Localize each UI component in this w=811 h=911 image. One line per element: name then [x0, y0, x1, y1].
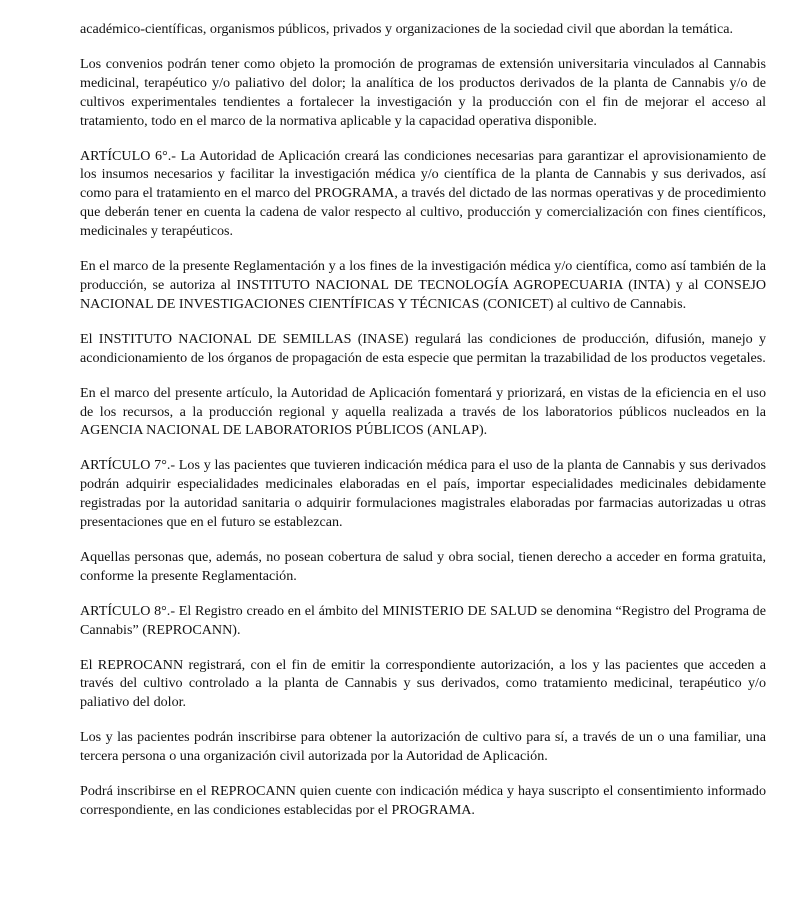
- paragraph-articulo-7: ARTÍCULO 7°.- Los y las pacientes que tuvieren indicación médica para el uso de la planta de Cannabis y sus derivados podrán adquirir especialidades medicinales elaboradas en el país, importar especialidades medicinales debidamente registradas por la autoridad sanitaria o adquirir formulaciones magistrales elaboradas por farmacias autorizadas u otras presentaciones que en el futuro se establezcan.: [80, 457, 766, 531]
- paragraph-articulo-8: ARTÍCULO 8°.- El Registro creado en el ámbito del MINISTERIO DE SALUD se denomina “Registro del Programa de Cannabis” (REPROCANN).: [80, 602, 766, 638]
- paragraph-inscripcion-requisitos: Podrá inscribirse en el REPROCANN quien cuente con indicación médica y haya suscripto el consentimiento informado correspondiente, en las condiciones establecidas por el PROGRAMA.: [80, 783, 766, 818]
- document-page: [80, 20, 766, 836]
- paragraph-reprocann-registro: El REPROCANN registrará, con el fin de emitir la correspondiente autorización, a los y las pacientes que acceden a través del cultivo controlado a la planta de Cannabis y sus derivados, como tratamiento medicinal, terapéutico y/o paliativo del dolor.: [80, 656, 766, 711]
- paragraph-articulo-6: ARTÍCULO 6°.- La Autoridad de Aplicación creará las condiciones necesarias para garantizar el aprovisionamiento de los insumos necesarios y facilitar la investigación médica y/o científica de la planta de Cannabis y sus derivados, así como para el tratamiento en el marco del PROGRAMA, a través del dictado de las normas operativas y de procedimiento que deberán tener en cuenta la cadena de valor respecto al cultivo, producción y comercialización con fines científicos, medicinales y terapéuticos.: [80, 147, 766, 240]
- paragraph-inta-conicet: En el marco de la presente Reglamentación y a los fines de la investigación médica y/o científica, como así también de la producción, se autoriza al INSTITUTO NACIONAL DE TECNOLOGÍA AGROPECUARIA (INTA) y al CONSEJO NACIONAL DE INVESTIGACIONES CIENTÍFICAS Y TÉCNICAS (CONICET) al cultivo de Cannabis.: [80, 258, 766, 312]
- paragraph-cobertura: Aquellas personas que, además, no posean cobertura de salud y obra social, tienen derecho a acceder en forma gratuita, conforme la presente Reglamentación.: [80, 548, 766, 584]
- paragraph-inscripcion-pacientes: Los y las pacientes podrán inscribirse para obtener la autorización de cultivo para sí, a través de un o una familiar, una tercera persona o una organización civil autorizada por la Autoridad de Aplicación.: [80, 729, 766, 765]
- paragraph-convenios: Los convenios podrán tener como objeto la promoción de programas de extensión universitaria vinculados al Cannabis medicinal, terapéutico y/o paliativo del dolor; la analítica de los productos derivados de la planta de Cannabis y/o de cultivos experimentales tendientes a fortalecer la investigación y la producción con el fin de mejorar el acceso al tratamiento, todo en el marco de la normativa aplicable y la capacidad operativa disponible.: [80, 55, 766, 129]
- paragraph-anlap: En el marco del presente artículo, la Autoridad de Aplicación fomentará y priorizará, en vistas de la eficiencia en el uso de los recursos, a la producción regional y aquella realizada a través de los laboratorios públicos nucleados en la AGENCIA NACIONAL DE LABORATORIOS PÚBLICOS (ANLAP).: [80, 384, 766, 439]
- paragraph-continuation: académico-científicas, organismos públicos, privados y organizaciones de la sociedad civil que abordan la temática.: [80, 21, 734, 37]
- paragraph-inase: El INSTITUTO NACIONAL DE SEMILLAS (INASE) regulará las condiciones de producción, difusión, manejo y acondicionamiento de los órganos de propagación de esta especie que permitan la trazabilidad de los productos vegetales.: [80, 330, 766, 366]
